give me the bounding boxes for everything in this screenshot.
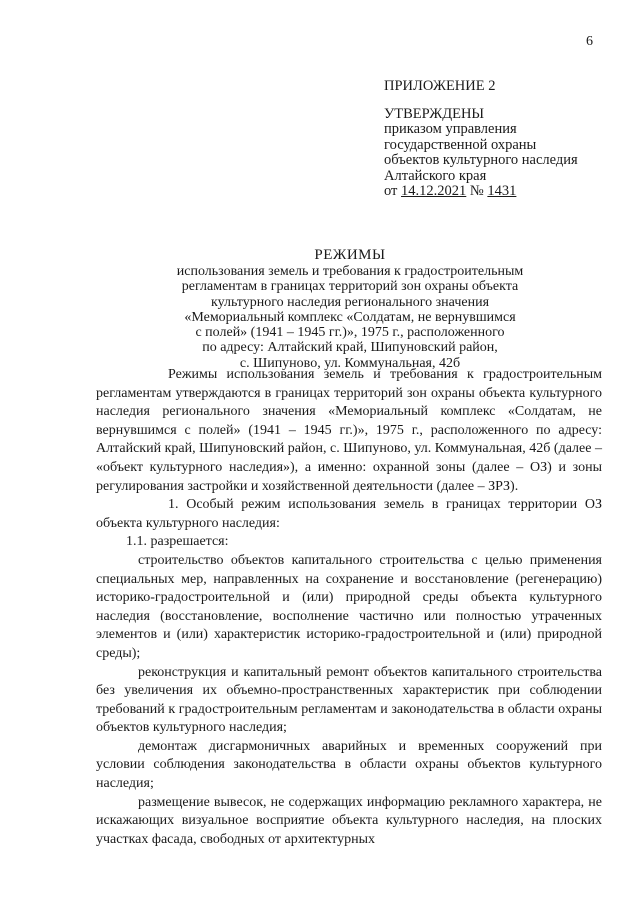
order-date: 14.12.2021	[401, 183, 467, 199]
order-number: 1431	[487, 183, 517, 199]
appendix-block	[384, 78, 624, 200]
title-line: использования земель и требования к градостроительным	[176, 264, 524, 279]
list-item: реконструкция и капитальный ремонт объектов капитального строительства без увеличения их объемно-пространственных характеристик при соблюдении требований к градостроительным регламентам и законодательства в области охраны объектов культурного наследия;	[96, 664, 602, 736]
title-line: с. Шипуново, ул. Коммунальная, 42б	[239, 355, 461, 371]
title-subtitle	[150, 264, 550, 371]
intro-paragraph: Режимы использования земель и требования к градостроительным регламентам утверждаются в границах территорий зон охраны объекта культурного наследия регионального значения «Мемориальный комплекс «Солдатам, не вернувшимся с полей» (1941 – 1945 гг.)», 1975 г., расположенного по адресу: Алтайский край, Шипуновский район, с. Шипуново, ул. Коммунальная, 42б (далее – «объект культурного наследия»), а именно: охранной зоны (далее – ОЗ) и зоны регулирования застройки и хозяйственной деятельности (далее – ЗРЗ).	[96, 367, 602, 494]
section-1-heading: 1. Особый режим использования земель в границах территории ОЗ объекта культурного наследия:	[96, 497, 602, 531]
appendix-title: ПРИЛОЖЕНИЕ 2	[384, 78, 496, 94]
approved-label: УТВЕРЖДЕНЫ	[384, 106, 485, 122]
title-line: с полей» (1941 – 1945 гг.)», 1975 г., расположенного	[195, 325, 505, 341]
title-line: культурного наследия регионального значения	[210, 294, 490, 310]
title-heading: РЕЖИМЫ	[314, 247, 386, 263]
document-body	[96, 366, 602, 849]
order-reference	[384, 122, 624, 200]
subsection-heading: 1.1. разрешается:	[126, 534, 229, 550]
number-prefix: №	[466, 183, 488, 199]
title-line: «Мемориальный комплекс «Солдатам, не вернувшимся	[184, 309, 516, 325]
title-line: регламентам в границах территорий зон охраны объекта	[181, 279, 519, 295]
list-item: размещение вывесок, не содержащих информацию рекламного характера, не искажающих визуальное восприятие объекта культурного наследия, на плоских участках фасада, свободных от архитектурных	[96, 794, 602, 847]
date-prefix: от	[384, 183, 402, 199]
order-line: приказом управления	[384, 121, 517, 137]
page-number: 6	[586, 34, 593, 49]
list-item: демонтаж дисгармоничных аварийных и временных сооружений при условии соблюдения законодательства в области охраны объектов культурного наследия;	[96, 738, 602, 792]
order-date-line	[384, 184, 624, 200]
list-item: строительство объектов капитального строительства с целью применения специальных мер, направленных на сохранение и восстановление (регенерацию) историко-градостроительной и (или) природной среды объекта культурного наследия (восстановление, восполнение частично или полностью утраченных элементов и (или) характеристик историко-градостроительной и (или) природной среды);	[96, 552, 602, 661]
order-line: государственной охраны	[384, 136, 537, 153]
document-title	[150, 248, 550, 371]
order-line: объектов культурного наследия	[384, 152, 578, 168]
title-line: по адресу: Алтайский край, Шипуновский район,	[202, 340, 498, 356]
order-line: Алтайского края	[384, 167, 487, 184]
